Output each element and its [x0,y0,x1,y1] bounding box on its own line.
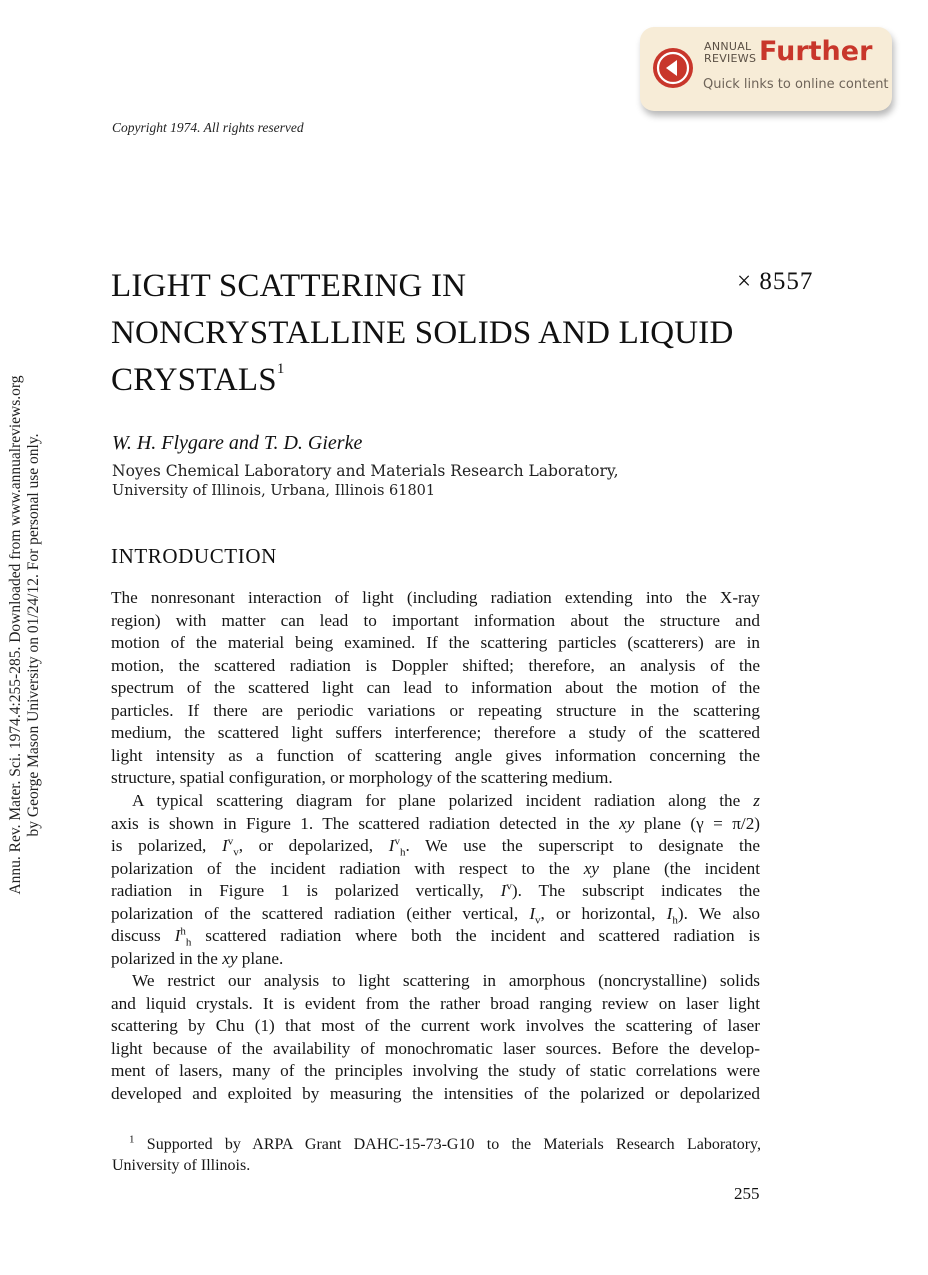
paragraph-line: ment of lasers, many of the principles involving the study of static correlations were [111,1061,760,1080]
footnote-line-2: University of Illinois. [112,1157,251,1174]
page-number: 255 [734,1184,760,1203]
paragraph-line: The nonresonant interaction of light (including radiation extending into the X-ray [111,588,760,607]
title-line-2: NONCRYSTALLINE SOLIDS AND LIQUID [111,315,734,351]
paragraph-line: motion, the scattered radiation is Doppler shifted; therefore, an analysis of the [111,655,760,675]
paragraph-line: We restrict our analysis to light scattering in amorphous (noncrystalline) solids [132,971,760,990]
affiliation-line-1: Noyes Chemical Laboratory and Materials Research Laboratory, [112,462,619,480]
further-panel[interactable] [640,27,892,111]
reference-number: × 8557 [737,268,814,295]
paragraph-line: polarized in the xy plane. [111,948,284,968]
footnote [112,1134,761,1176]
paragraph-1 [111,587,760,790]
paragraph-line: particles. If there are periodic variations or repeating structure in the scattering [111,700,760,720]
paragraph-line: structure, spatial configuration, or morphology of the scattering medium. [111,768,613,787]
paragraph-3 [111,970,760,1105]
paragraph-line: axis is shown in Figure 1. The scattered radiation detected in the xy plane (γ = π/2) [111,813,760,833]
paragraph-line: developed and exploited by measuring the intensities of the polarized or depolarized [111,1083,760,1103]
paragraph-line: is polarized, $I^v_v$, or depolarized, $I^v_h$. We use the superscript to designate the [111,835,760,858]
paragraph-line: motion of the material being examined. If the scattering particles (scatterers) are in [111,633,760,652]
authors: W. H. Flygare and T. D. Gierke [112,432,363,454]
further-title: Further [759,36,873,67]
paragraph-2 [111,790,760,970]
paragraph-line: region) with matter can lead to important information about the structure and [111,610,760,630]
title-line-1: LIGHT SCATTERING IN [111,268,467,304]
download-notice [2,355,48,915]
footnote-mark: 1 [129,1134,135,1146]
paragraph-line: polarization of the incident radiation with respect to the xy plane (the incident [111,858,760,878]
paragraph-line: and liquid crystals. It is evident from the rather broad ranging review on laser light [111,993,760,1013]
paragraph-line: light because of the availability of monochromatic laser sources. Before the develop- [111,1038,760,1058]
paragraph-line: discuss $I^h_h$ scattered radiation where both the incident and scattered radiation is [111,925,760,948]
paragraph-line: polarization of the scattered radiation (either vertical, $I_v$, or horizontal, $I_h$). We also [111,903,760,925]
download-notice-line-1: Annu. Rev. Mater. Sci. 1974.4:255-285. Downloaded from www.annualreviews.org [7,375,24,895]
title-footnote-mark: 1 [276,361,285,377]
paragraph-line: A typical scattering diagram for plane polarized incident radiation along the z [132,791,760,810]
article-title [111,263,751,404]
arrow-left-circle-icon [652,47,694,89]
copyright-notice: Copyright 1974. All rights reserved [112,120,304,135]
paragraph-line: light intensity as a function of scattering angle gives information concerning the [111,745,760,765]
affiliation-line-2: University of Illinois, Urbana, Illinois 61801 [112,483,436,499]
paragraph-line: scattering by Chu (1) that most of the current work involves the scattering of laser [111,1016,760,1035]
paragraph-line: spectrum of the scattered light can lead to information about the motion of the [111,678,760,697]
title-line-3: CRYSTALS$^1$ [111,361,285,398]
section-heading: INTRODUCTION [111,544,277,568]
annual-reviews-wordmark: ANNUAL REVIEWS [704,40,757,65]
paragraph-line: radiation in Figure 1 is polarized vertically, $I^v$). The subscript indicates the [111,880,760,900]
footnote-line-1: $^1$ Supported by ARPA Grant DAHC-15-73-G10 to the Materials Research Laboratory, [129,1134,761,1153]
further-subtitle: Quick links to online content [703,77,889,92]
download-notice-line-2: by George Mason University on 01/24/12. For personal use only. [25,433,42,837]
paragraph-line: medium, the scattered light suffers interference; therefore a study of the scattered [111,723,760,742]
